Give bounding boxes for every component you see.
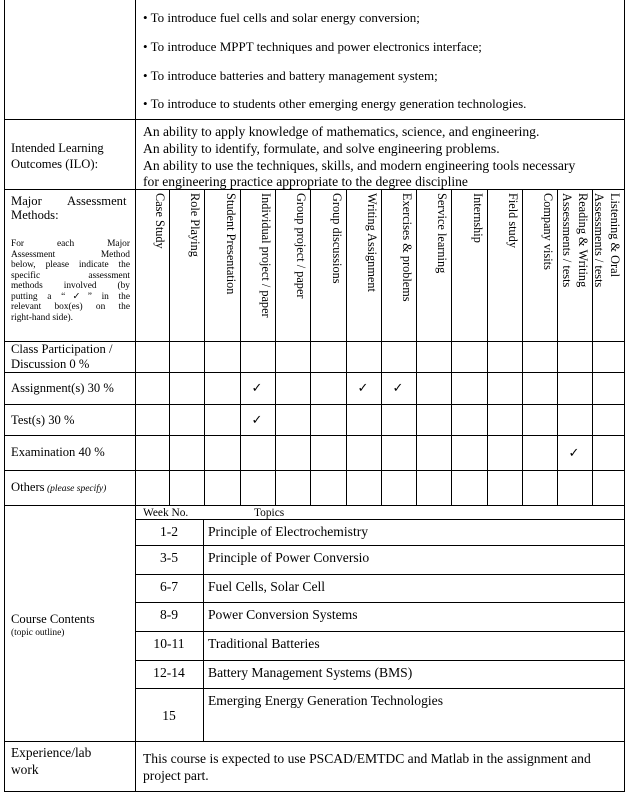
- grid-line: [169, 189, 170, 506]
- assessment-title-word: Methods:: [11, 208, 59, 222]
- assessment-method-header: Group project / paper: [294, 193, 308, 299]
- grid-line: [4, 189, 625, 190]
- ilo-line: An ability to use the techniques, skills, and modern engineering tools necessary: [143, 158, 576, 173]
- grid-line: [4, 404, 625, 405]
- grid-line: [4, 791, 625, 792]
- check-mark: ✓: [357, 380, 369, 395]
- objective-item: • To introduce to students other emerging energy generation technologies.: [143, 96, 527, 111]
- topic-title: Battery Management Systems (BMS): [208, 665, 413, 680]
- experience-text-line: This course is expected to use PSCAD/EMTDC and Matlab in the assignment and: [143, 751, 591, 766]
- assessment-title-word: Assessment: [67, 194, 127, 208]
- assessment-method-header: Individual project / paper: [259, 193, 273, 318]
- week-number: 6-7: [159, 579, 179, 594]
- grid-line: [4, 505, 625, 506]
- grid-line: [204, 189, 205, 506]
- instruction-line: putting a “✓” in the: [11, 291, 130, 302]
- assessment-row-label: Class Participation /: [11, 342, 113, 356]
- grid-line: [4, 470, 625, 471]
- grid-line: [416, 189, 417, 506]
- week-number: 1-2: [159, 524, 179, 539]
- grid-line: [346, 189, 347, 506]
- instruction-line: Assessment Method: [11, 249, 130, 260]
- objective-item: • To introduce fuel cells and solar energy conversion;: [143, 10, 420, 25]
- experience-label-line: work: [11, 762, 39, 777]
- grid-line: [135, 660, 625, 661]
- week-number: 8-9: [159, 607, 179, 622]
- assessment-method-header: Group discussions: [330, 193, 344, 284]
- week-header: Week No.: [143, 507, 189, 519]
- check-mark: ✓: [251, 380, 263, 395]
- course-contents-label: Course Contents: [11, 612, 95, 626]
- topic-title: Power Conversion Systems: [208, 607, 358, 622]
- ilo-line: for engineering practice appropriate to the degree discipline: [143, 174, 468, 189]
- ilo-line: An ability to apply knowledge of mathematics, science, and engineering.: [143, 124, 540, 139]
- assessment-method-header: Writing Assignment: [365, 193, 379, 292]
- check-mark: ✓: [392, 380, 404, 395]
- assessment-row-label: Test(s) 30 %: [11, 413, 75, 427]
- grid-line: [135, 545, 625, 546]
- grid-line: [310, 189, 311, 506]
- grid-line: [4, 741, 625, 742]
- assessment-method-header: Service learning: [435, 193, 449, 274]
- grid-line: [487, 189, 488, 506]
- topic-title: Principle of Electrochemistry: [208, 524, 369, 539]
- assessment-title-word: Major: [11, 194, 42, 208]
- course-contents-sub: (topic outline): [11, 628, 65, 638]
- assessment-method-header: Field study: [506, 193, 520, 248]
- week-number: 15: [162, 707, 176, 723]
- grid-line: [275, 189, 276, 506]
- topics-header: Topics: [254, 507, 285, 519]
- grid-line: [135, 688, 625, 689]
- assessment-row-label: Others (please specify): [11, 480, 107, 494]
- check-mark: ✓: [568, 444, 580, 460]
- objective-item: • To introduce batteries and battery management system;: [143, 68, 438, 83]
- ilo-line: An ability to identify, formulate, and solve engineering problems.: [143, 141, 500, 156]
- grid-line: [135, 602, 625, 603]
- assessment-method-header: Case Study: [153, 193, 167, 249]
- grid-line: [135, 631, 625, 632]
- ilo-label-line: Intended Learning: [11, 141, 104, 155]
- assessment-row-label: Examination 40 %: [11, 445, 105, 459]
- grid-line: [451, 189, 452, 506]
- instruction-line: specific assessment: [11, 270, 130, 281]
- assessment-row-label: Assignment(s) 30 %: [11, 381, 114, 395]
- assessment-method-header: Listening & Oral Assessments / tests: [592, 193, 622, 288]
- assessment-method-header: Reading & Writing Assessments / tests: [560, 193, 590, 288]
- grid-line: [4, 119, 625, 120]
- assessment-method-header: Role Playing: [188, 193, 202, 257]
- grid-line: [240, 189, 241, 506]
- assessment-row-note: (please specify): [44, 484, 107, 494]
- grid-line: [135, 519, 625, 520]
- topic-title: Emerging Energy Generation Technologies: [208, 693, 443, 708]
- grid-line: [4, 372, 625, 373]
- instruction-line: relevant box(es) on the: [11, 302, 130, 312]
- grid-line: [381, 189, 382, 506]
- assessment-instructions: [11, 239, 130, 323]
- grid-line: [592, 189, 593, 506]
- grid-line: [4, 435, 625, 436]
- grid-line: [135, 574, 625, 575]
- grid-line: [522, 189, 523, 506]
- grid-line: [4, 341, 625, 342]
- instruction-line: right-hand side).: [11, 312, 73, 323]
- objective-item: • To introduce MPPT techniques and power electronics interface;: [143, 39, 482, 54]
- assessment-method-header: Internship: [471, 193, 485, 243]
- instruction-line: For each Major: [11, 239, 130, 249]
- experience-text-line: project part.: [143, 768, 209, 783]
- assessment-row-label: Discussion 0 %: [11, 357, 90, 371]
- assessment-method-header: Student Presentation: [224, 193, 238, 295]
- assessment-method-header: Exercises & problems: [400, 193, 414, 302]
- instruction-line: below, please indicate the: [11, 260, 130, 270]
- week-number: 10-11: [153, 636, 185, 651]
- topic-title: Fuel Cells, Solar Cell: [208, 579, 326, 594]
- experience-label-line: Experience/lab: [11, 745, 92, 760]
- topic-title: Traditional Batteries: [208, 636, 320, 651]
- instruction-line: methods involved (by: [11, 281, 130, 291]
- check-mark: ✓: [251, 411, 263, 427]
- topic-title: Principle of Power Conversio: [208, 550, 370, 565]
- week-number: 12-14: [153, 665, 185, 680]
- grid-line: [557, 189, 558, 506]
- week-number: 3-5: [159, 550, 179, 565]
- assessment-method-header: Company visits: [541, 193, 555, 270]
- ilo-label-line: Outcomes (ILO):: [11, 157, 99, 171]
